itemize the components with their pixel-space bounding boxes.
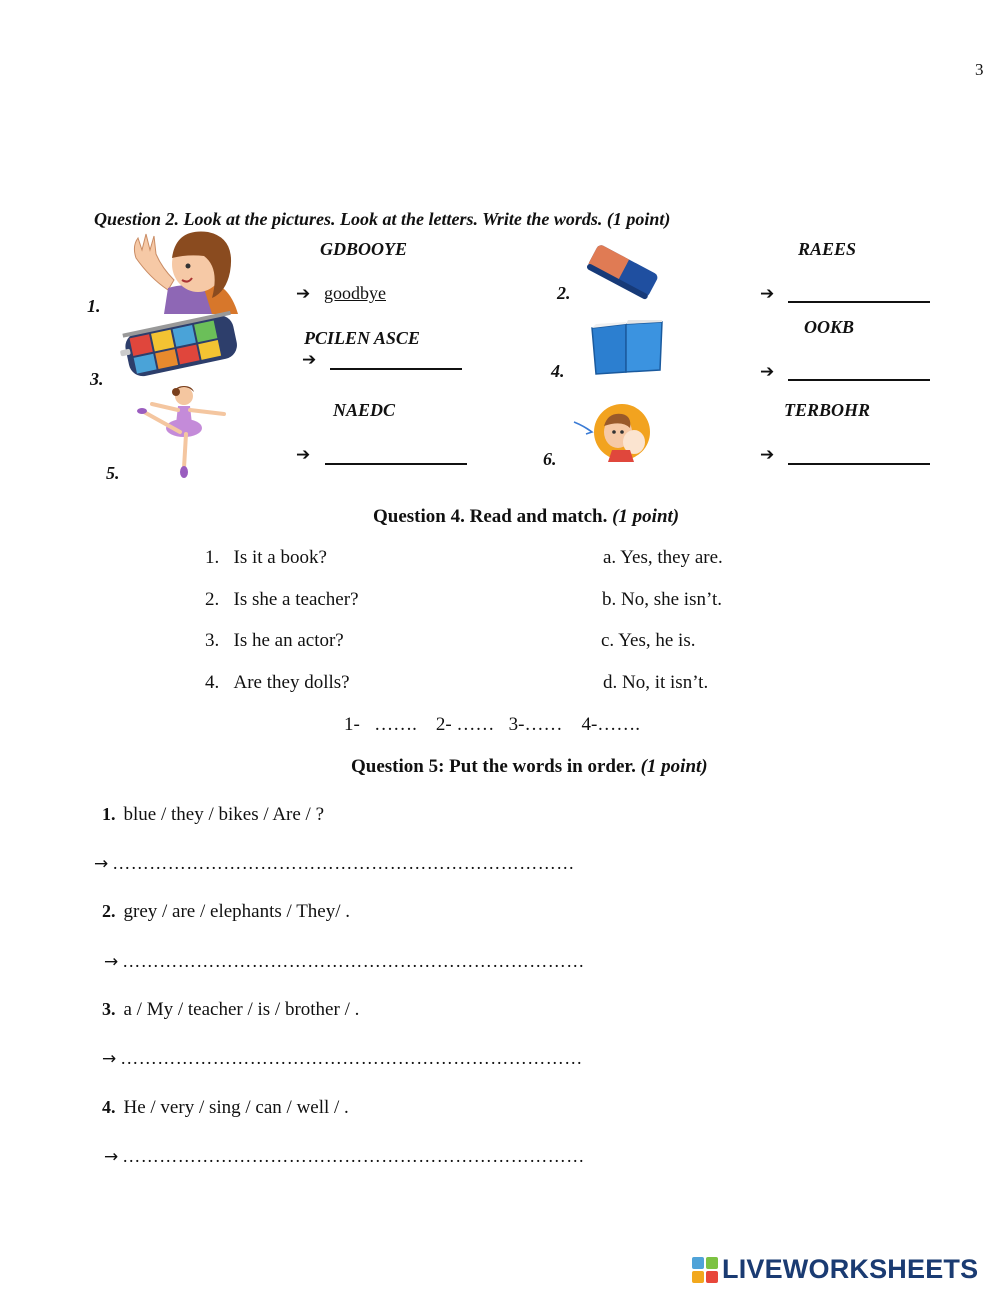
order-answer-4-dots[interactable]: ………………………………………………………………… [122,1146,585,1166]
match-question-2 [205,589,359,611]
logo-square [706,1257,718,1269]
brother-image [572,402,658,464]
logo-text: LIVEWORKSHEETS [722,1254,979,1284]
item-2-number: 2. [557,283,571,303]
order-answer-4[interactable] [104,1146,585,1167]
match-question-1-num: 1. [205,547,220,568]
logo-square [692,1257,704,1269]
item-1-answer-field[interactable]: goodbye [324,283,386,303]
order-item-4 [102,1097,349,1119]
match-answer-a: a. Yes, they are. [603,547,723,568]
match-answer-d: d. No, it isn’t. [603,672,709,693]
item-1-scrambled: GDBOOYE [320,239,408,259]
order-answer-1[interactable] [94,853,575,874]
boy-waving-image [128,228,242,314]
match-answer-b: b. No, she isn’t. [602,589,722,610]
arrow-icon: → [102,1049,117,1069]
item-3-scrambled: PCILEN ASCE [304,328,420,348]
match-answer-blanks[interactable]: 1- ……. 2- …… 3-…… 4-……. [344,714,641,735]
item-6-arrow: ➔ [760,445,775,465]
item-5-number: 5. [106,463,120,483]
item-5-answer-field[interactable] [325,463,467,465]
page-number: 3 [975,60,984,79]
item-2-answer-field[interactable] [788,301,930,303]
arrow-icon: → [94,854,109,874]
item-3-answer-field[interactable] [330,368,462,370]
question-2-title: Question 2. Look at the pictures. Look at the letters. Write the words. (1 point) [94,209,671,229]
match-question-4-num: 4. [205,672,220,693]
item-3-arrow: ➔ [302,350,317,370]
match-question-4 [205,672,350,694]
book-image [588,320,666,376]
arrow-icon: → [104,952,119,972]
item-6-scrambled: TERBOHR [784,400,871,420]
logo-square [706,1271,718,1283]
arrow-icon: → [104,1147,119,1167]
match-question-3 [205,630,344,652]
order-item-3-num: 3. [102,999,116,1019]
order-item-2-num: 2. [102,901,116,921]
order-answer-3-dots[interactable]: ………………………………………………………………… [120,1048,583,1068]
order-item-1-text: blue / they / bikes / Are / ? [123,804,325,825]
order-item-4-num: 4. [102,1097,116,1117]
item-1-number: 1. [87,296,101,316]
question-5-points: (1 point) [640,756,708,777]
order-answer-3[interactable] [102,1048,583,1069]
item-6-number: 6. [543,449,557,469]
item-4-number: 4. [551,361,565,381]
question-4-title-text: Question 4. Read and match. [373,506,608,527]
match-question-1-text: Is it a book? [233,547,327,568]
liveworksheets-logo[interactable] [692,1254,978,1285]
question-4-title [373,506,679,528]
question-4-points: (1 point) [612,506,680,527]
match-question-1 [205,547,327,569]
dancer-girl-image [132,384,232,480]
item-2-arrow: ➔ [760,284,775,304]
logo-square [692,1271,704,1283]
order-item-3-text: a / My / teacher / is / brother / . [123,999,360,1020]
order-item-2-text: grey / are / elephants / They/ . [123,901,351,922]
item-4-answer-field[interactable] [788,379,930,381]
item-5-scrambled: NAEDC [333,400,396,420]
match-question-3-num: 3. [205,630,220,651]
item-2-scrambled: RAEES [798,239,857,259]
order-answer-1-dots[interactable]: ………………………………………………………………… [112,853,575,873]
match-question-2-num: 2. [205,589,220,610]
item-6-answer-field[interactable] [788,463,930,465]
item-4-arrow: ➔ [760,362,775,382]
item-4-scrambled: OOKB [804,317,855,337]
pencil-case-image [118,310,242,380]
logo-mark-icon [692,1257,718,1283]
order-item-3 [102,999,359,1021]
match-question-2-text: Is she a teacher? [233,589,359,610]
item-3-number: 3. [90,369,104,389]
order-item-1-num: 1. [102,804,116,824]
match-answer-c: c. Yes, he is. [601,630,696,651]
order-answer-2[interactable] [104,951,585,972]
order-answer-2-dots[interactable]: ………………………………………………………………… [122,951,585,971]
question-5-title [351,756,708,778]
match-question-3-text: Is he an actor? [233,630,344,651]
match-question-4-text: Are they dolls? [233,672,350,693]
order-item-4-text: He / very / sing / can / well / . [123,1097,349,1118]
item-5-arrow: ➔ [296,445,311,465]
eraser-image [585,240,661,302]
question-5-title-text: Question 5: Put the words in order. [351,756,636,777]
item-1-arrow: ➔ [296,284,311,304]
order-item-2 [102,901,350,923]
order-item-1 [102,804,324,826]
